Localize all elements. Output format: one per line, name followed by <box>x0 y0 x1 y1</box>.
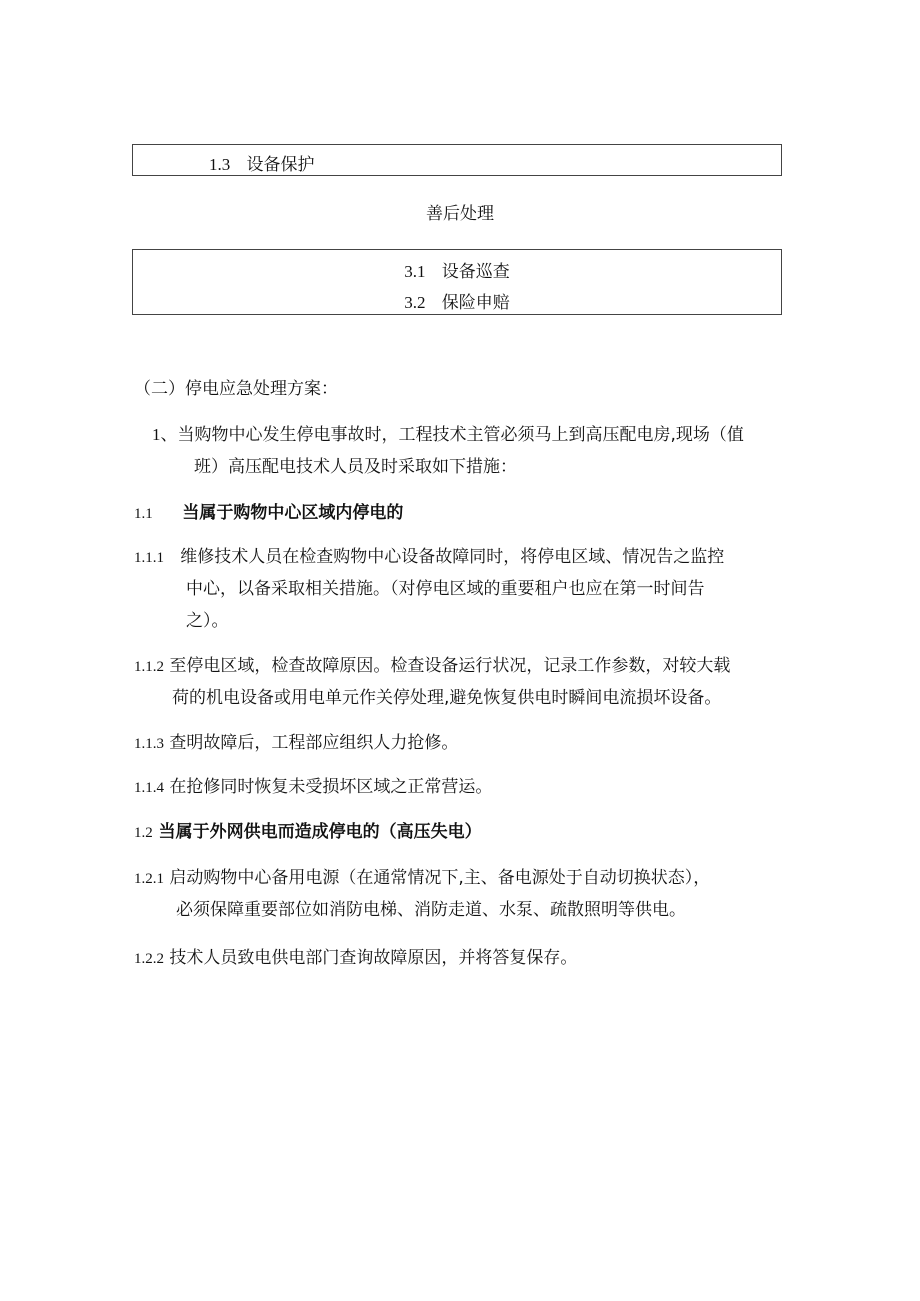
section-1-1-4 <box>134 771 492 804</box>
item-1-line-2: 班）高压配电技术人员及时采取如下措施： <box>194 457 517 477</box>
section-1-1-1-line-2: 中心，以备采取相关措施。（对停电区域的重要租户也应在第一时间告 <box>186 579 705 599</box>
section-text: 设备保护 <box>246 155 315 175</box>
section-number: 1.2.1 <box>134 871 164 887</box>
section-number: 1.1.2 <box>134 659 164 675</box>
section-text: 维修技术人员在检查购物中心设备故障同时，将停电区域、情况告之监控 <box>180 547 725 567</box>
section-text: 设备巡查 <box>441 262 510 282</box>
section-number: 1.1.3 <box>134 736 164 752</box>
section-text: 在抢修同时恢复未受损坏区域之正常营运。 <box>169 777 493 797</box>
section-number: 1.1 <box>134 506 153 522</box>
section-1-1-2-line-2: 荷的机电设备或用电单元作关停处理,避免恢复供电时瞬间电流损坏设备。 <box>172 688 722 708</box>
section-1-1-1-line-1 <box>134 541 724 574</box>
table-box-aftermath <box>132 249 782 315</box>
item-1-line-1 <box>152 419 744 451</box>
section-number: 1.1.1 <box>134 550 164 566</box>
plan-heading: （二）停电应急处理方案： <box>134 379 338 399</box>
item-text: 当购物中心发生停电事故时，工程技术主管必须马上到高压配电房,现场（值 <box>177 425 744 445</box>
table-row <box>209 150 314 175</box>
section-text: 查明故障后，工程部应组织人力抢修。 <box>169 733 459 753</box>
section-text: 保险申赔 <box>441 293 510 313</box>
section-text: 启动购物中心备用电源（在通常情况下,主、备电源处于自动切换状态）， <box>169 868 711 888</box>
section-title: 当属于外网供电而造成停电的（高压失电） <box>158 822 482 842</box>
section-1-2-heading <box>134 816 482 849</box>
section-1-1-heading <box>134 497 403 530</box>
table-row <box>133 288 781 313</box>
section-1-1-1-line-3: 之）。 <box>186 611 229 631</box>
section-number: 1.1.4 <box>134 780 164 796</box>
table-row <box>133 257 781 282</box>
section-text: 技术人员致电供电部门查询故障原因，并将答复保存。 <box>169 948 578 968</box>
section-1-2-2 <box>134 942 577 975</box>
section-number: 3.1 <box>404 262 426 281</box>
section-number: 1.2 <box>134 825 153 841</box>
section-1-2-1-line-2: 必须保障重要部位如消防电梯、消防走道、水泵、疏散照明等供电。 <box>176 900 686 920</box>
table-box-equipment-protection <box>132 144 782 176</box>
section-number: 1.2.2 <box>134 951 164 967</box>
section-number: 3.2 <box>404 293 426 312</box>
section-text: 至停电区域，检查故障原因。检查设备运行状况，记录工作参数，对较大载 <box>169 656 731 676</box>
section-1-1-2-line-1 <box>134 650 730 683</box>
section-1-2-1-line-1 <box>134 862 710 895</box>
section-1-1-3 <box>134 727 458 760</box>
section-title: 当属于购物中心区域内停电的 <box>182 503 404 523</box>
section-number: 1.3 <box>209 155 231 174</box>
item-number: 1、 <box>152 425 178 444</box>
aftermath-title: 善后处理 <box>426 204 494 224</box>
